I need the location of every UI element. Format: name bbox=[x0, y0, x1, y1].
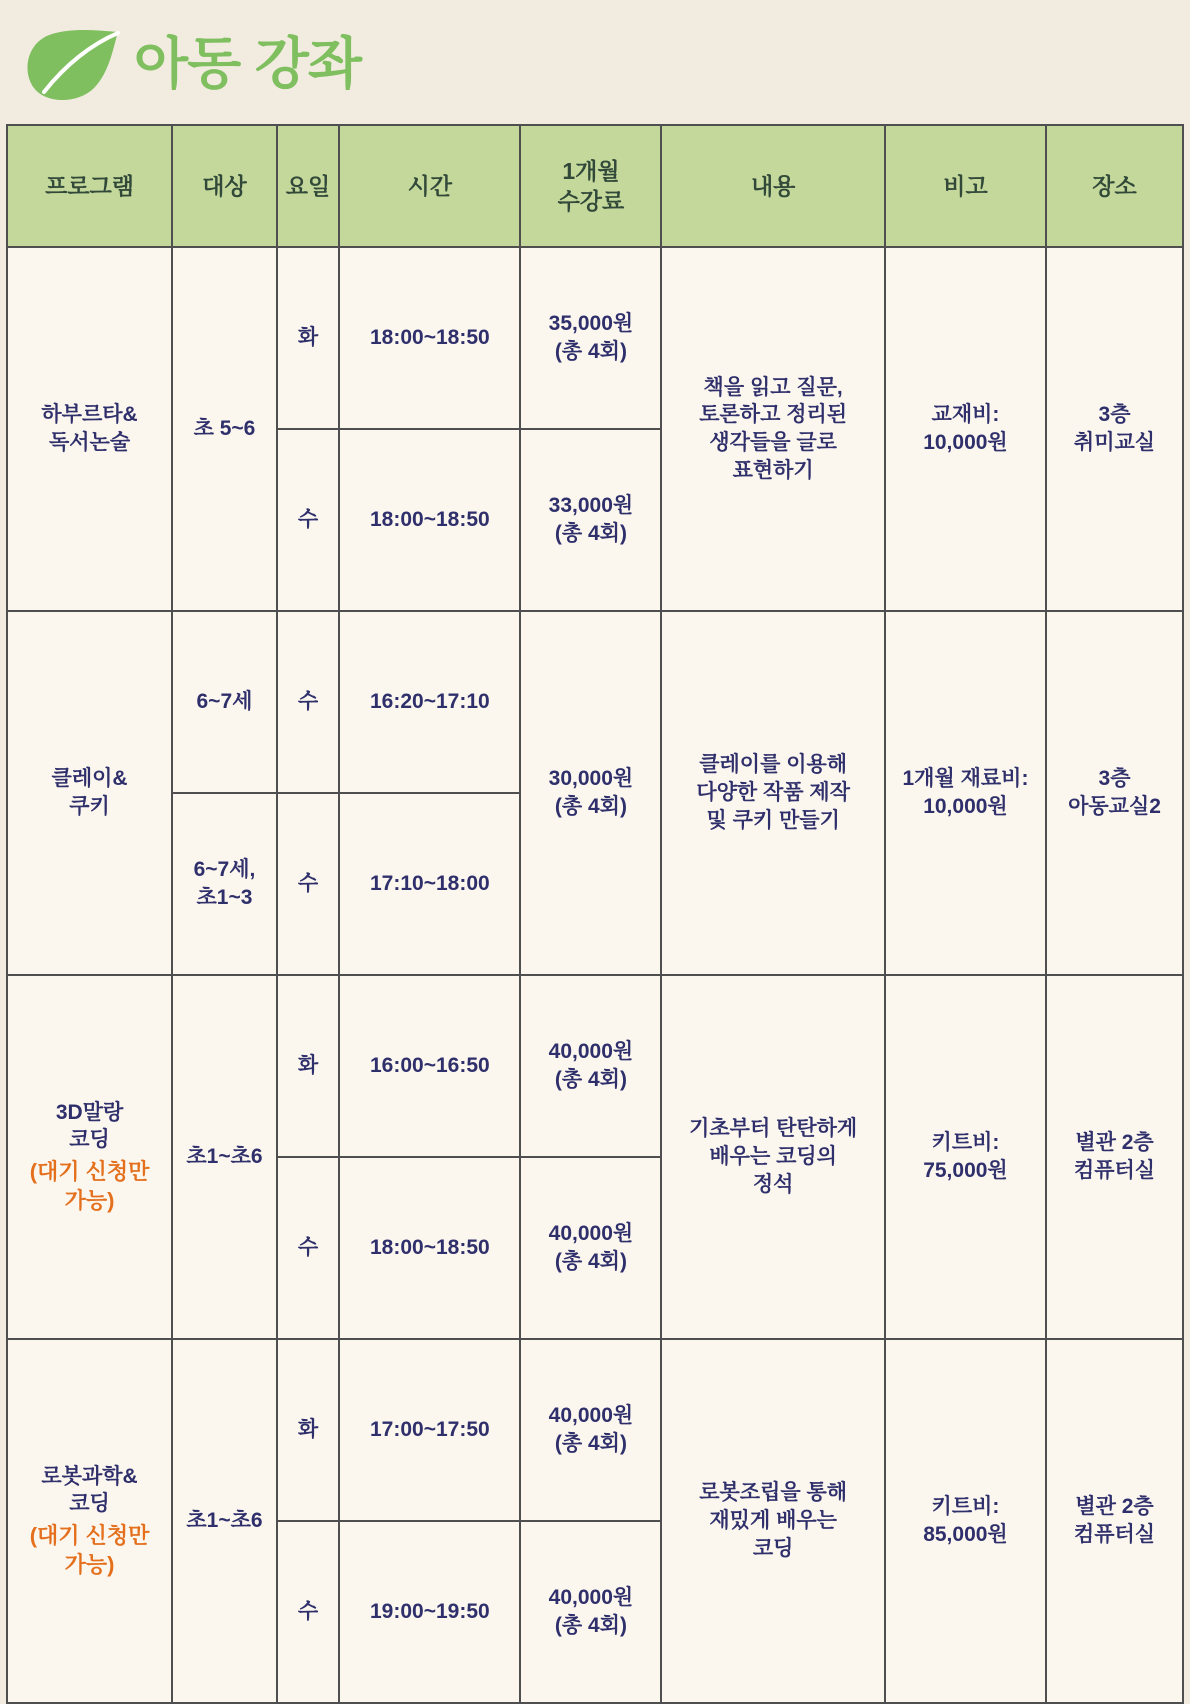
day-cell-3-1: 수 bbox=[277, 1521, 339, 1703]
note-line: 교재비: bbox=[931, 403, 1000, 427]
table-body bbox=[7, 247, 1183, 1703]
day-cell-2-1: 수 bbox=[277, 1157, 339, 1339]
program-target-cell-1a: 6~7세 bbox=[172, 611, 277, 793]
fee-amount: 33,000원 bbox=[548, 494, 634, 518]
description-line: 재밌게 배우는 bbox=[709, 1509, 837, 1533]
place-cell-1 bbox=[1046, 611, 1183, 975]
col-header-description: 내용 bbox=[661, 125, 885, 247]
program-name-cell-2 bbox=[7, 975, 172, 1339]
fee-cell-2-1 bbox=[520, 1157, 661, 1339]
fee-count: (총 4회) bbox=[554, 522, 627, 545]
fee-cell-3-0 bbox=[520, 1339, 661, 1521]
description-line: 다양한 작품 제작 bbox=[696, 781, 850, 805]
note-line: 키트비: bbox=[931, 1131, 1000, 1155]
waitlist-note-line1: (대기 신청만 bbox=[29, 1159, 150, 1185]
fee-cell-1 bbox=[520, 611, 661, 975]
day-cell-1-1: 수 bbox=[277, 793, 339, 975]
col-header-fee-line1: 1개월 bbox=[562, 157, 620, 184]
fee-count: (총 4회) bbox=[554, 1614, 627, 1637]
table-row bbox=[7, 975, 1183, 1157]
program-name-line1: 3D말랑 bbox=[55, 1100, 124, 1124]
program-name-line1: 하부르타& bbox=[41, 403, 138, 427]
target-line2: 초1~3 bbox=[196, 886, 253, 909]
description-line: 토론하고 정리된 bbox=[699, 403, 848, 427]
fee-cell-3-1 bbox=[520, 1521, 661, 1703]
note-line: 75,000원 bbox=[923, 1159, 1008, 1182]
fee-count: (총 4회) bbox=[554, 795, 627, 818]
col-header-day: 요일 bbox=[277, 125, 339, 247]
waitlist-note-line1: (대기 신청만 bbox=[29, 1523, 150, 1549]
fee-count: (총 4회) bbox=[554, 1432, 627, 1455]
note-cell-0 bbox=[885, 247, 1046, 611]
program-target-cell-3: 초1~초6 bbox=[172, 1339, 277, 1703]
table-row bbox=[7, 247, 1183, 429]
place-cell-0 bbox=[1046, 247, 1183, 611]
place-line: 아동교실2 bbox=[1068, 795, 1161, 818]
program-name-line1: 클레이& bbox=[51, 767, 128, 791]
table-row bbox=[7, 1339, 1183, 1521]
time-cell-1-1: 17:10~18:00 bbox=[339, 793, 520, 975]
time-cell-3-1: 19:00~19:50 bbox=[339, 1521, 520, 1703]
description-line: 및 쿠키 만들기 bbox=[706, 808, 840, 832]
target-line1: 6~7세, bbox=[193, 858, 256, 882]
col-header-target: 대상 bbox=[172, 125, 277, 247]
description-line: 정석 bbox=[752, 1172, 794, 1196]
fee-amount: 40,000원 bbox=[548, 1222, 634, 1246]
place-line: 컴퓨터실 bbox=[1073, 1523, 1156, 1546]
waitlist-note bbox=[12, 1158, 167, 1215]
program-target-cell-1b bbox=[172, 793, 277, 975]
program-name-cell-3 bbox=[7, 1339, 172, 1703]
day-cell-3-0: 화 bbox=[277, 1339, 339, 1521]
fee-amount: 35,000원 bbox=[548, 312, 634, 336]
place-line: 취미교실 bbox=[1073, 431, 1156, 454]
fee-count: (총 4회) bbox=[554, 1068, 627, 1091]
day-cell-2-0: 화 bbox=[277, 975, 339, 1157]
schedule-table bbox=[6, 124, 1184, 1704]
col-header-fee bbox=[520, 125, 661, 247]
col-header-note: 비고 bbox=[885, 125, 1046, 247]
waitlist-note bbox=[12, 1522, 167, 1579]
place-line: 별관 2층 bbox=[1075, 1495, 1154, 1519]
note-line: 10,000원 bbox=[923, 431, 1008, 454]
table-row bbox=[7, 611, 1183, 793]
place-line: 컴퓨터실 bbox=[1073, 1159, 1156, 1182]
place-cell-3 bbox=[1046, 1339, 1183, 1703]
program-name-line2: 독서논술 bbox=[48, 431, 131, 454]
program-target-cell-2: 초1~초6 bbox=[172, 975, 277, 1339]
note-line: 10,000원 bbox=[923, 795, 1008, 818]
time-cell-0-1: 18:00~18:50 bbox=[339, 429, 520, 611]
note-line: 1개월 재료비: bbox=[902, 767, 1029, 791]
place-line: 별관 2층 bbox=[1075, 1131, 1154, 1155]
description-cell-3 bbox=[661, 1339, 885, 1703]
col-header-fee-line2: 수강료 bbox=[557, 188, 625, 214]
description-line: 생각들을 글로 bbox=[709, 431, 837, 454]
leaf-icon bbox=[22, 28, 126, 106]
time-cell-0-0: 18:00~18:50 bbox=[339, 247, 520, 429]
description-line: 표현하기 bbox=[732, 458, 814, 482]
program-name-line2: 코딩 bbox=[69, 1492, 110, 1516]
place-line: 3층 bbox=[1098, 403, 1131, 427]
description-cell-2 bbox=[661, 975, 885, 1339]
col-header-program: 프로그램 bbox=[7, 125, 172, 247]
program-target-cell-0: 초 5~6 bbox=[172, 247, 277, 611]
fee-cell-2-0 bbox=[520, 975, 661, 1157]
waitlist-note-line2: 가능) bbox=[64, 1551, 115, 1577]
table-header-row bbox=[7, 125, 1183, 247]
col-header-time: 시간 bbox=[339, 125, 520, 247]
day-cell-0-0: 화 bbox=[277, 247, 339, 429]
program-name-line2: 코딩 bbox=[69, 1128, 110, 1152]
description-cell-1 bbox=[661, 611, 885, 975]
fee-amount: 30,000원 bbox=[548, 767, 634, 791]
place-line: 3층 bbox=[1098, 767, 1131, 791]
description-cell-0 bbox=[661, 247, 885, 611]
table-header bbox=[7, 125, 1183, 247]
program-name-cell-1 bbox=[7, 611, 172, 975]
description-line: 기초부터 탄탄하게 bbox=[689, 1117, 858, 1141]
fee-amount: 40,000원 bbox=[548, 1040, 634, 1064]
time-cell-2-1: 18:00~18:50 bbox=[339, 1157, 520, 1339]
fee-cell-0-0 bbox=[520, 247, 661, 429]
time-cell-1-0: 16:20~17:10 bbox=[339, 611, 520, 793]
note-line: 85,000원 bbox=[923, 1523, 1008, 1546]
description-line: 로봇조립을 통해 bbox=[699, 1481, 848, 1505]
page-header bbox=[0, 0, 1190, 108]
note-cell-2 bbox=[885, 975, 1046, 1339]
time-cell-2-0: 16:00~16:50 bbox=[339, 975, 520, 1157]
col-header-place: 장소 bbox=[1046, 125, 1183, 247]
note-line: 키트비: bbox=[931, 1495, 1000, 1519]
fee-amount: 40,000원 bbox=[548, 1586, 634, 1610]
time-cell-3-0: 17:00~17:50 bbox=[339, 1339, 520, 1521]
note-cell-3 bbox=[885, 1339, 1046, 1703]
schedule-table-wrapper bbox=[0, 108, 1190, 1704]
page-title: 아동 강좌 bbox=[134, 32, 361, 95]
program-name-line1: 로봇과학& bbox=[41, 1464, 138, 1488]
waitlist-note-line2: 가능) bbox=[64, 1187, 115, 1213]
fee-amount: 40,000원 bbox=[548, 1404, 634, 1428]
program-name-line2: 쿠키 bbox=[69, 795, 110, 818]
fee-count: (총 4회) bbox=[554, 340, 627, 363]
description-line: 책을 읽고 질문, bbox=[703, 375, 843, 399]
fee-count: (총 4회) bbox=[554, 1250, 627, 1273]
fee-cell-0-1 bbox=[520, 429, 661, 611]
description-line: 클레이를 이용해 bbox=[699, 753, 848, 777]
description-line: 배우는 코딩의 bbox=[709, 1145, 837, 1169]
note-cell-1 bbox=[885, 611, 1046, 975]
day-cell-1-0: 수 bbox=[277, 611, 339, 793]
program-name-cell-0 bbox=[7, 247, 172, 611]
description-line: 코딩 bbox=[752, 1536, 794, 1560]
day-cell-0-1: 수 bbox=[277, 429, 339, 611]
place-cell-2 bbox=[1046, 975, 1183, 1339]
